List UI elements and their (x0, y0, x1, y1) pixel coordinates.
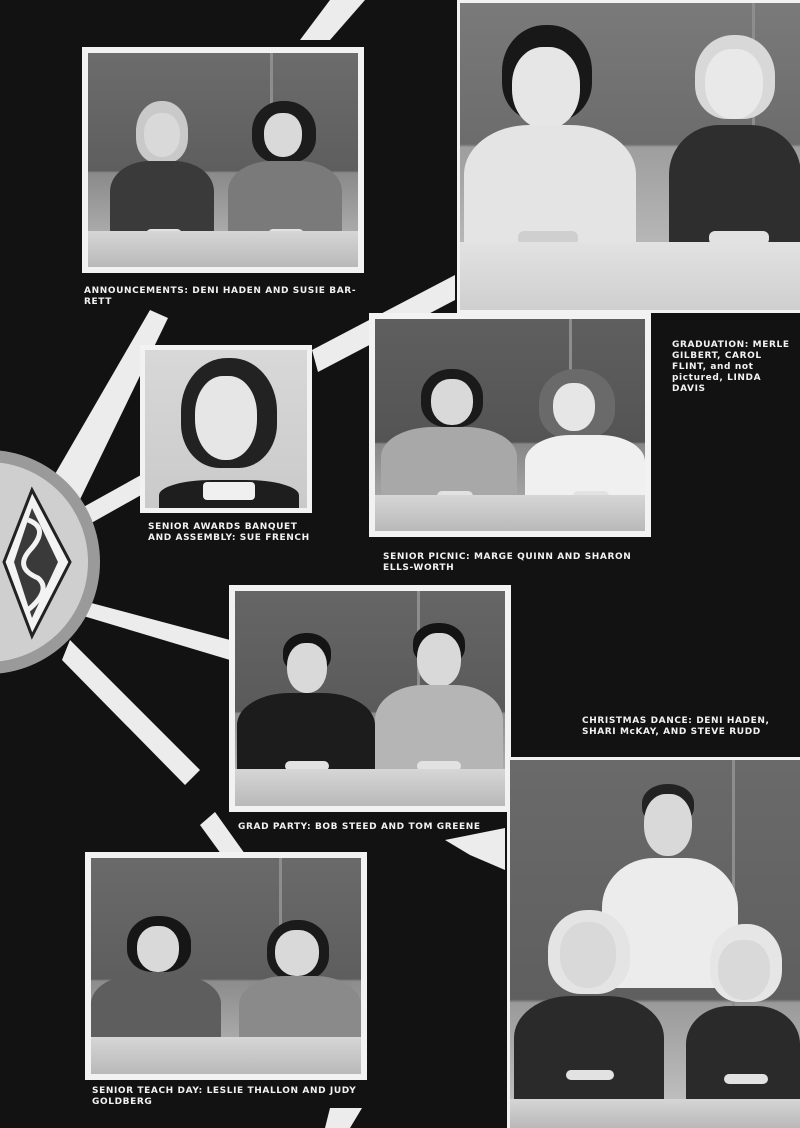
caption-announcements: ANNOUNCEMENTS: DENI HADEN AND SUSIE BAR-RETT (84, 286, 357, 307)
caption-christmas-dance: CHRISTMAS DANCE: DENI HADEN, SHARI McKAY, AND STEVE RUDD (582, 716, 770, 737)
photo-grad-party (229, 585, 511, 812)
caption-senior-picnic: SENIOR PICNIC: MARGE QUINN AND SHARON ELLS-WORTH (383, 552, 632, 573)
person-portrait (159, 358, 299, 508)
person-right (224, 101, 344, 251)
person-right (665, 35, 800, 265)
person-right (521, 369, 645, 509)
photo-christmas-dance (507, 757, 800, 1128)
person-left (514, 910, 664, 1110)
person-left (237, 633, 377, 785)
person-left (462, 25, 637, 265)
person-left (91, 916, 223, 1056)
photo-senior-awards (140, 345, 312, 513)
caption-senior-awards: SENIOR AWARDS BANQUET AND ASSEMBLY: SUE FRENCH (148, 522, 310, 543)
person-left (106, 101, 216, 251)
caption-grad-party: GRAD PARTY: BOB STEED AND TOM GREENE (238, 822, 481, 832)
photo-senior-teach-day (85, 852, 367, 1080)
person-right (237, 920, 361, 1056)
person-left (379, 369, 519, 509)
person-right (686, 924, 800, 1114)
person-right (373, 623, 503, 785)
caption-senior-teach-day: SENIOR TEACH DAY: LESLIE THALLON AND JUDY GOLDBERG (92, 1086, 357, 1107)
photo-senior-picnic (369, 313, 651, 537)
photo-graduation (457, 0, 800, 313)
photo-announcements (82, 47, 364, 273)
school-emblem (0, 450, 108, 674)
caption-graduation: GRADUATION: MERLE GILBERT, CAROL FLINT, and not pictured, LINDA DAVIS (672, 340, 790, 394)
